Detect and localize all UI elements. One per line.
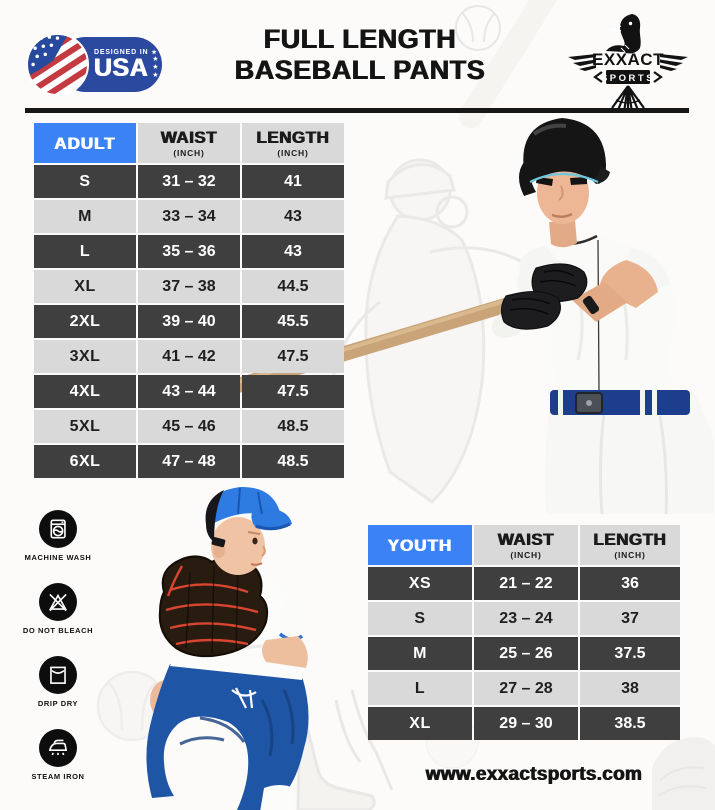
care-item-do-not-bleach — [20, 583, 96, 635]
waist-cell: 23 – 24 — [474, 602, 578, 635]
badge-usa-label: USA — [94, 54, 149, 82]
star-icon: ★ — [152, 64, 159, 71]
adult-size-table — [34, 123, 344, 478]
length-cell: 43 — [242, 200, 344, 233]
size-cell: M — [34, 200, 136, 233]
waist-cell: 47 – 48 — [138, 445, 240, 478]
size-cell: 5XL — [34, 410, 136, 443]
care-label: MACHINE WASH — [24, 553, 92, 562]
youth-player-photo — [138, 478, 388, 810]
length-cell: 45.5 — [242, 305, 344, 338]
waist-cell: 33 – 34 — [138, 200, 240, 233]
waist-cell: 25 – 26 — [474, 637, 578, 670]
badge-stars — [152, 56, 158, 80]
size-cell: 6XL — [34, 445, 136, 478]
size-cell: S — [34, 165, 136, 198]
machine-wash-icon — [39, 510, 77, 548]
length-cell: 44.5 — [242, 270, 344, 303]
care-label: DRIP DRY — [37, 699, 79, 708]
length-cell: 47.5 — [242, 375, 344, 408]
youth-length-header: LENGTH (INCH) — [580, 525, 680, 565]
youth-waist-header: WAIST (INCH) — [474, 525, 578, 565]
size-cell: L — [368, 672, 472, 705]
care-label: DO NOT BLEACH — [22, 626, 94, 635]
exxact-sports-logo — [566, 12, 690, 116]
adult-table-group-header: ADULT — [34, 123, 136, 163]
star-icon: ★ — [151, 50, 158, 56]
length-cell: 38 — [580, 672, 680, 705]
length-cell: 43 — [242, 235, 344, 268]
care-item-steam-iron — [20, 729, 96, 781]
waist-cell: 41 – 42 — [138, 340, 240, 373]
website-url: www.exxactsports.com — [425, 764, 643, 785]
adult-waist-header: WAIST (INCH) — [138, 123, 240, 163]
page-title — [180, 24, 540, 86]
waist-cell: 37 – 38 — [138, 270, 240, 303]
waist-cell: 45 – 46 — [138, 410, 240, 443]
length-cell: 48.5 — [242, 445, 344, 478]
length-cell: 37.5 — [580, 637, 680, 670]
star-icon: ★ — [152, 56, 159, 63]
size-cell: XL — [368, 707, 472, 740]
badge-top-label: DESIGNED IN — [94, 49, 149, 56]
usa-flag-icon — [26, 33, 89, 96]
care-item-machine-wash — [20, 510, 96, 562]
size-cell: 3XL — [34, 340, 136, 373]
length-cell: 38.5 — [580, 707, 680, 740]
do-not-bleach-icon — [39, 583, 77, 621]
page-title-line1: FULL LENGTH — [263, 24, 457, 54]
care-label: STEAM IRON — [31, 772, 85, 781]
header-divider — [25, 108, 689, 113]
belt — [550, 390, 690, 415]
size-cell: M — [368, 637, 472, 670]
drip-dry-icon — [39, 656, 77, 694]
length-cell: 48.5 — [242, 410, 344, 443]
waist-cell: 21 – 22 — [474, 567, 578, 600]
size-cell: 4XL — [34, 375, 136, 408]
page-title-line2: BASEBALL PANTS — [234, 55, 486, 85]
steam-iron-icon — [39, 729, 77, 767]
care-item-drip-dry — [20, 656, 96, 708]
length-cell: 37 — [580, 602, 680, 635]
size-cell: XL — [34, 270, 136, 303]
waist-cell: 43 – 44 — [138, 375, 240, 408]
star-icon: ★ — [152, 72, 159, 79]
logo-sub-text: SPORTS — [600, 72, 656, 84]
eagle-head-icon — [606, 14, 641, 53]
size-cell: L — [34, 235, 136, 268]
adult-length-header: LENGTH (INCH) — [242, 123, 344, 163]
waist-cell: 27 – 28 — [474, 672, 578, 705]
size-cell: XS — [368, 567, 472, 600]
logo-brand-text: EXXACT — [592, 50, 664, 69]
youth-table-group-header: YOUTH — [368, 525, 472, 565]
size-cell: 2XL — [34, 305, 136, 338]
length-cell: 41 — [242, 165, 344, 198]
waist-cell: 35 – 36 — [138, 235, 240, 268]
waist-cell: 39 – 40 — [138, 305, 240, 338]
waist-cell: 31 – 32 — [138, 165, 240, 198]
length-cell: 36 — [580, 567, 680, 600]
youth-size-table — [368, 525, 680, 740]
waist-cell: 29 – 30 — [474, 707, 578, 740]
length-cell: 47.5 — [242, 340, 344, 373]
size-cell: S — [368, 602, 472, 635]
